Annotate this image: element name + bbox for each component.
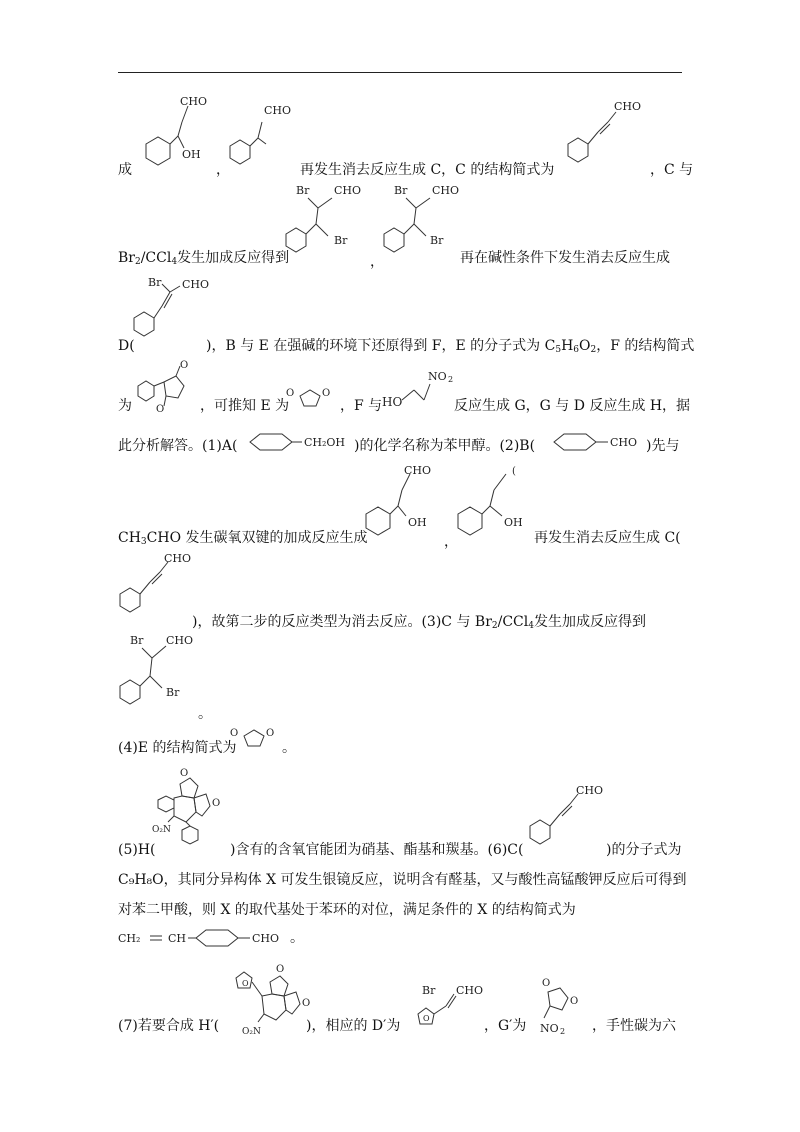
structure-dibromide — [282, 182, 368, 262]
text-l4d: 反应生成 G，G 与 D 反应生成 H，据 — [454, 398, 691, 414]
svg-text:CHO: CHO — [432, 184, 460, 197]
structure-F — [134, 360, 198, 414]
svg-text:CHO: CHO — [180, 95, 208, 108]
text-l1c: 再发生消去反应生成 C，C 的结构简式为 — [300, 162, 555, 178]
svg-text:OH: OH — [408, 516, 427, 529]
svg-text:O₂N: O₂N — [152, 825, 171, 835]
svg-text:CHO: CHO — [334, 184, 362, 197]
text-l3a: D( — [118, 338, 135, 354]
svg-text:O: O — [570, 996, 579, 1007]
svg-text:OH: OH — [504, 516, 523, 529]
text-l9b: 。 — [282, 740, 296, 756]
svg-text:CHO: CHO — [576, 784, 604, 797]
text-l4a: 为 — [118, 398, 132, 414]
text-l5a: 此分析解答。(1)A( — [118, 438, 238, 454]
text-l6d: 再发生消去反应生成 C( — [534, 530, 681, 546]
svg-text:CHO: CHO — [610, 436, 638, 449]
header-rule — [118, 72, 682, 73]
structure-hydroxy-aldehyde-3 — [362, 460, 446, 544]
text-l5c: )先与 — [646, 438, 680, 454]
svg-text:NO: NO — [428, 370, 447, 383]
text-l11: C₉H₈O，其同分异构体 X 可发生银镜反应，说明含有醛基，又与酸性高锰酸钾反应后可得到 — [118, 872, 687, 888]
svg-text:2: 2 — [560, 1027, 566, 1036]
structure-X — [116, 924, 292, 952]
structure-E — [286, 384, 336, 412]
svg-text:CHO: CHO — [456, 984, 484, 997]
text-l13b: 。 — [290, 930, 304, 946]
text-l1b: ， — [216, 162, 230, 178]
text-l7: )，故第二步的反应类型为消去反应。(3)C 与 $Br_2/CCl_4$发生加成反应得到 — [192, 614, 646, 631]
svg-text:CHO: CHO — [166, 634, 194, 647]
svg-text:CHO: CHO — [182, 278, 210, 291]
svg-text:O₂N: O₂N — [242, 1027, 261, 1037]
text-l10b: )含有的含氧官能团为硝基、酯基和羰基。(6)C( — [230, 842, 524, 858]
structure-benzaldehyde — [550, 428, 646, 458]
svg-text:CHO: CHO — [264, 104, 292, 117]
text-l10a: (5)H( — [118, 842, 156, 858]
structure-hydroxy-aldehyde-2 — [226, 98, 298, 168]
text-l1d: ，C 与 — [650, 162, 694, 178]
svg-text:O: O — [180, 768, 189, 779]
text-l14b: )，相应的 D′为 — [306, 1018, 401, 1034]
text-l14a: (7)若要合成 H′( — [118, 1018, 220, 1034]
svg-text:Br: Br — [422, 984, 436, 997]
svg-text:HO: HO — [382, 395, 403, 409]
svg-text:O: O — [212, 798, 221, 809]
text-l5b: )的化学名称为苯甲醇。(2)B( — [354, 438, 536, 454]
svg-text:O: O — [242, 979, 249, 988]
svg-text:NO: NO — [540, 1022, 559, 1035]
text-l3: )，B 与 E 在强碱的环境下还原得到 F，E 的分子式为 $C_5H_6O_2$，F 的结构简式 — [206, 338, 695, 355]
text-l14d: ，手性碳为六 — [592, 1018, 676, 1034]
svg-text:CH₂: CH₂ — [118, 932, 141, 945]
svg-text:Br: Br — [334, 234, 348, 247]
svg-text:(: ( — [512, 466, 516, 477]
structure-cinnamaldehyde — [564, 96, 644, 172]
text-l12: 对苯二甲酸，则 X 的取代基处于苯环的对位，满足条件的 X 的结构简式为 — [118, 902, 576, 918]
svg-text:CH: CH — [168, 932, 187, 945]
svg-text:Br: Br — [130, 634, 144, 647]
svg-text:O: O — [266, 728, 275, 739]
text-l8a: 。 — [198, 706, 212, 722]
svg-text:CHO: CHO — [252, 932, 280, 945]
structure-D-prime — [410, 980, 486, 1038]
svg-text:O: O — [180, 360, 189, 371]
text-l1a: 成 — [118, 162, 132, 178]
svg-text:Br: Br — [166, 686, 180, 699]
structure-cinnamaldehyde-3 — [524, 778, 614, 854]
svg-text:O: O — [302, 998, 311, 1009]
text-l4c: ，F 与 — [340, 398, 383, 414]
svg-text:O: O — [286, 388, 295, 399]
structure-hydroxy-aldehyde — [132, 92, 212, 174]
structure-dibromide-2 — [380, 182, 466, 262]
text-l2d: ， — [370, 254, 384, 270]
svg-text:Br: Br — [148, 276, 162, 289]
svg-text:CHO: CHO — [614, 100, 642, 113]
svg-text:CHO: CHO — [404, 464, 432, 477]
svg-text:O: O — [322, 388, 331, 399]
svg-text:OH: OH — [182, 148, 201, 161]
svg-text:2: 2 — [448, 375, 454, 384]
structure-bromo-cinnamaldehyde — [130, 272, 216, 346]
svg-text:O: O — [276, 964, 285, 975]
svg-text:CHO: CHO — [164, 552, 192, 565]
structure-cinnamaldehyde-2 — [116, 548, 200, 624]
structure-nitroethanol — [382, 366, 456, 410]
svg-text:O: O — [156, 404, 165, 415]
svg-text:Br: Br — [394, 184, 408, 197]
text-l10c: )的分子式为 — [606, 842, 682, 858]
text-l2: $Br_2/CCl_4$发生加成反应得到 — [118, 250, 290, 267]
svg-text:O: O — [542, 978, 551, 989]
svg-text:CH₂OH: CH₂OH — [304, 436, 346, 449]
text-l2e: 再在碱性条件下发生消去反应生成 — [460, 250, 670, 266]
svg-text:Br: Br — [430, 234, 444, 247]
structure-dibromide-3 — [114, 630, 204, 714]
structure-H — [150, 764, 234, 858]
svg-text:O: O — [423, 1014, 430, 1023]
svg-text:Br: Br — [296, 184, 310, 197]
svg-text:O: O — [230, 728, 239, 739]
structure-benzyl-alcohol — [246, 428, 352, 458]
text-l4b: ，可推知 E 为 — [200, 398, 290, 414]
structure-hydroxy-aldehyde-4 — [454, 460, 538, 544]
text-l6c: ， — [444, 534, 458, 550]
text-l9a: (4)E 的结构简式为 — [118, 740, 237, 756]
text-l14c: ，G′为 — [484, 1018, 527, 1034]
structure-E-2 — [230, 724, 282, 754]
text-l6: $CH_3CHO$ 发生碳氧双键的加成反应生成 — [118, 530, 368, 547]
